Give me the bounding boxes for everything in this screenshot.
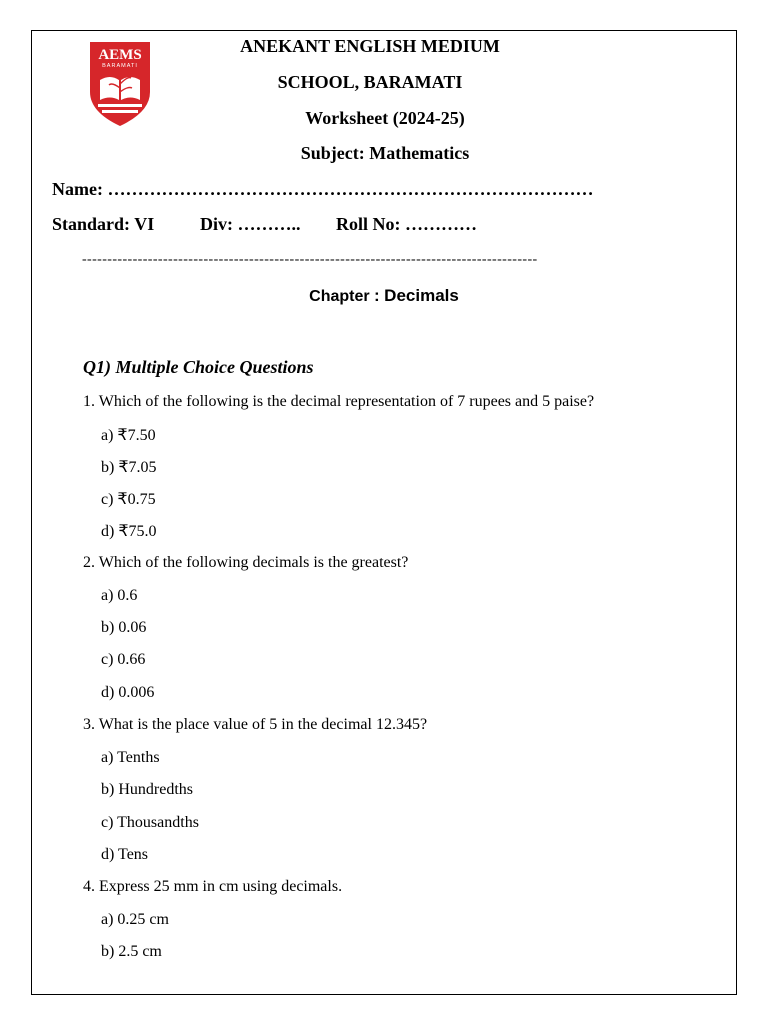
question-2-option-d: d) 0.006 [101, 684, 155, 701]
chapter-separator: : [374, 286, 380, 305]
question-4: 4. Express 25 mm in cm using decimals. [83, 878, 343, 895]
question-2: 2. Which of the following decimals is the greatest? [83, 554, 409, 571]
question-3-option-c: c) Thousandths [101, 814, 199, 831]
div-field: Div: ……….. [200, 214, 301, 234]
divider-line: ------------------------------------------------------------------------------------------ [82, 252, 538, 267]
question-1-option-b: b) ₹7.05 [101, 459, 157, 476]
section-title: Q1) Multiple Choice Questions [83, 357, 314, 377]
question-4-option-b: b) 2.5 cm [101, 943, 162, 960]
question-3-option-a: a) Tenths [101, 749, 160, 766]
question-1-option-a: a) ₹7.50 [101, 427, 156, 444]
worksheet-year: Worksheet (2024-25) [305, 108, 465, 128]
question-1: 1. Which of the following is the decimal representation of 7 rupees and 5 paise? [83, 393, 595, 410]
svg-text:BARAMATI: BARAMATI [102, 63, 138, 69]
chapter-label: Chapter [309, 288, 370, 305]
question-3-option-d: d) Tens [101, 846, 149, 863]
school-name-line2: SCHOOL, BARAMATI [277, 72, 463, 92]
question-1-option-c: c) ₹0.75 [101, 491, 156, 508]
subject-title: Subject: Mathematics [300, 143, 470, 163]
school-logo-icon [88, 40, 152, 128]
svg-text:AEMS: AEMS [98, 47, 142, 63]
school-name-line1: ANEKANT ENGLISH MEDIUM [240, 36, 500, 56]
question-3-option-b: b) Hundredths [101, 781, 193, 798]
question-2-option-a: a) 0.6 [101, 587, 138, 604]
question-2-option-c: c) 0.66 [101, 651, 146, 668]
student-name-field: Name: ……………………………………………………………………… [52, 179, 594, 199]
standard-label: Standard: VI [52, 214, 155, 234]
question-2-option-b: b) 0.06 [101, 619, 147, 636]
chapter-heading [0, 286, 768, 306]
question-4-option-a: a) 0.25 cm [101, 911, 169, 928]
question-3: 3. What is the place value of 5 in the decimal 12.345? [83, 716, 428, 733]
chapter-title: Decimals [384, 286, 459, 305]
question-1-option-d: d) ₹75.0 [101, 523, 157, 540]
roll-no-field: Roll No: ………… [336, 214, 477, 234]
